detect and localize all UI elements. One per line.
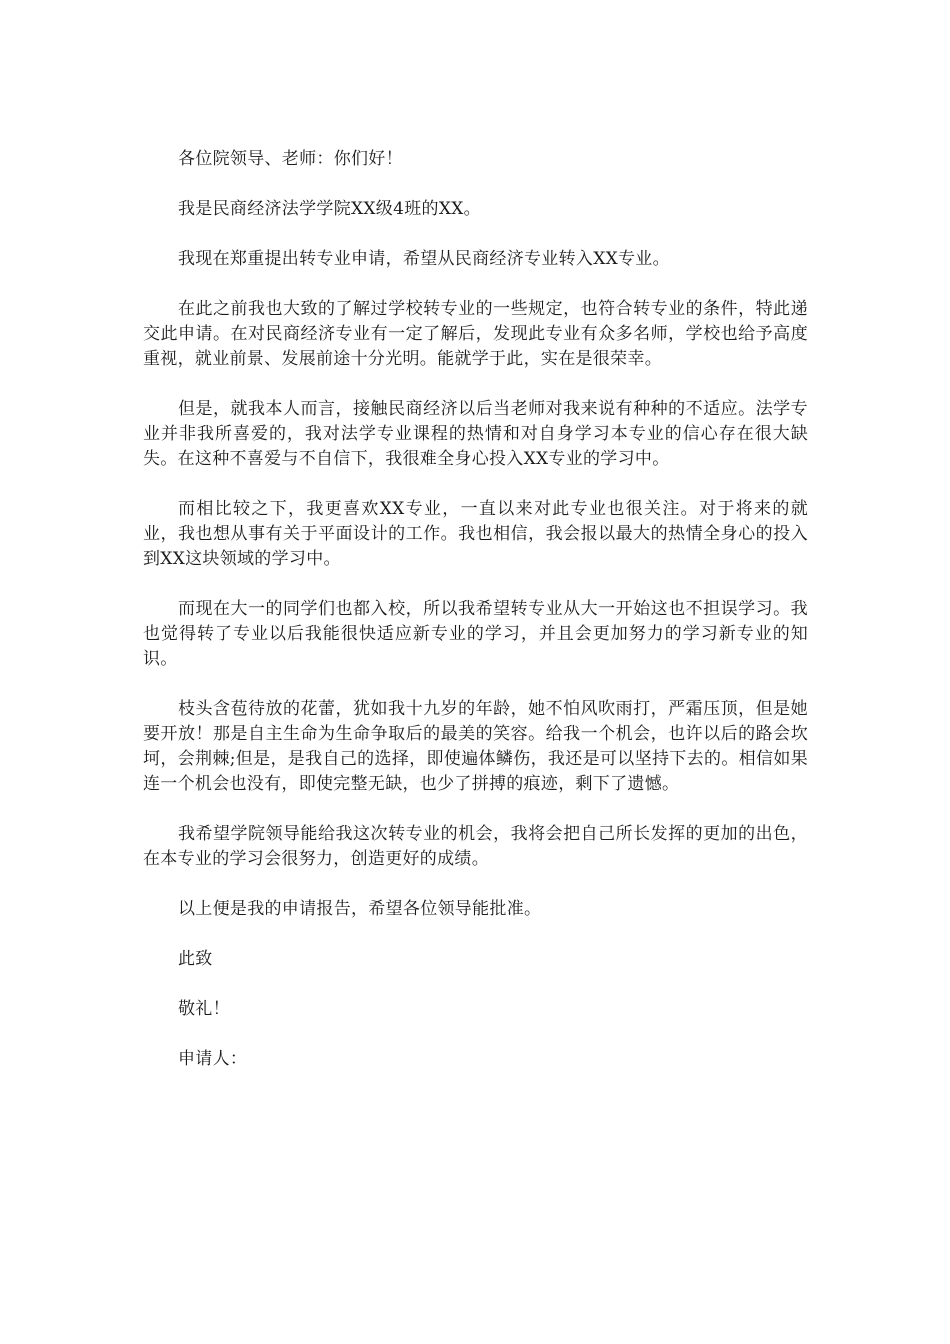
letter-body — [143, 147, 808, 1097]
paragraph-metaphor: 枝头含苞待放的花蕾，犹如我十九岁的年龄，她不怕风吹雨打，严霜压顶，但是她要开放！那是自主生命为生命争取后的最美的笑容。给我一个机会，也许以后的路会坎坷，会荆棘;但是，是我自己的选择，即使遍体鳞伤，我还是可以坚持下去的。相信如果连一个机会也没有，即使完整无缺，也少了拼搏的痕迹，剩下了遗憾。 — [143, 699, 808, 794]
salutation-cizhi: 此致 — [178, 949, 213, 969]
paragraph-timing: 而现在大一的同学们也都入校，所以我希望转专业从大一开始这也不担误学习。我也觉得转了专业以后我能很快适应新专业的学习，并且会更加努力的学习新专业的知识。 — [143, 599, 808, 669]
salutation-jingli: 敬礼！ — [178, 999, 230, 1019]
signature-line: 申请人： — [178, 1049, 248, 1069]
paragraph-discomfort: 但是，就我本人而言，接触民商经济以后当老师对我来说有种种的不适应。法学专业并非我所喜爱的，我对法学专业课程的热情和对自身学习本专业的信心存在很大缺失。在这种不喜爱与不自信下，我很难全身心投入XX专业的学习中。 — [143, 399, 808, 469]
greeting-line: 各位院领导、老师：你们好！ — [178, 149, 403, 169]
paragraph-regulations: 在此之前我也大致的了解过学校转专业的一些规定，也符合转专业的条件，特此递交此申请。在对民商经济专业有一定了解后，发现此专业有众多名师，学校也给予高度重视，就业前景、发展前途十分光明。能就学于此，实在是很荣幸。 — [143, 299, 808, 369]
closing-line: 以上便是我的申请报告，希望各位领导能批准。 — [178, 899, 542, 919]
request-line: 我现在郑重提出转专业申请，希望从民商经济专业转入XX专业。 — [178, 249, 670, 269]
paragraph-preference: 而相比较之下，我更喜欢XX专业，一直以来对此专业也很关注。对于将来的就业，我也想从事有关于平面设计的工作。我也相信，我会报以最大的热情全身心的投入到XX这块领域的学习中。 — [143, 499, 808, 569]
intro-line: 我是民商经济法学学院XX级4班的XX。 — [178, 199, 481, 219]
paragraph-hope: 我希望学院领导能给我这次转专业的机会，我将会把自己所长发挥的更加的出色，在本专业的学习会很努力，创造更好的成绩。 — [143, 824, 808, 869]
